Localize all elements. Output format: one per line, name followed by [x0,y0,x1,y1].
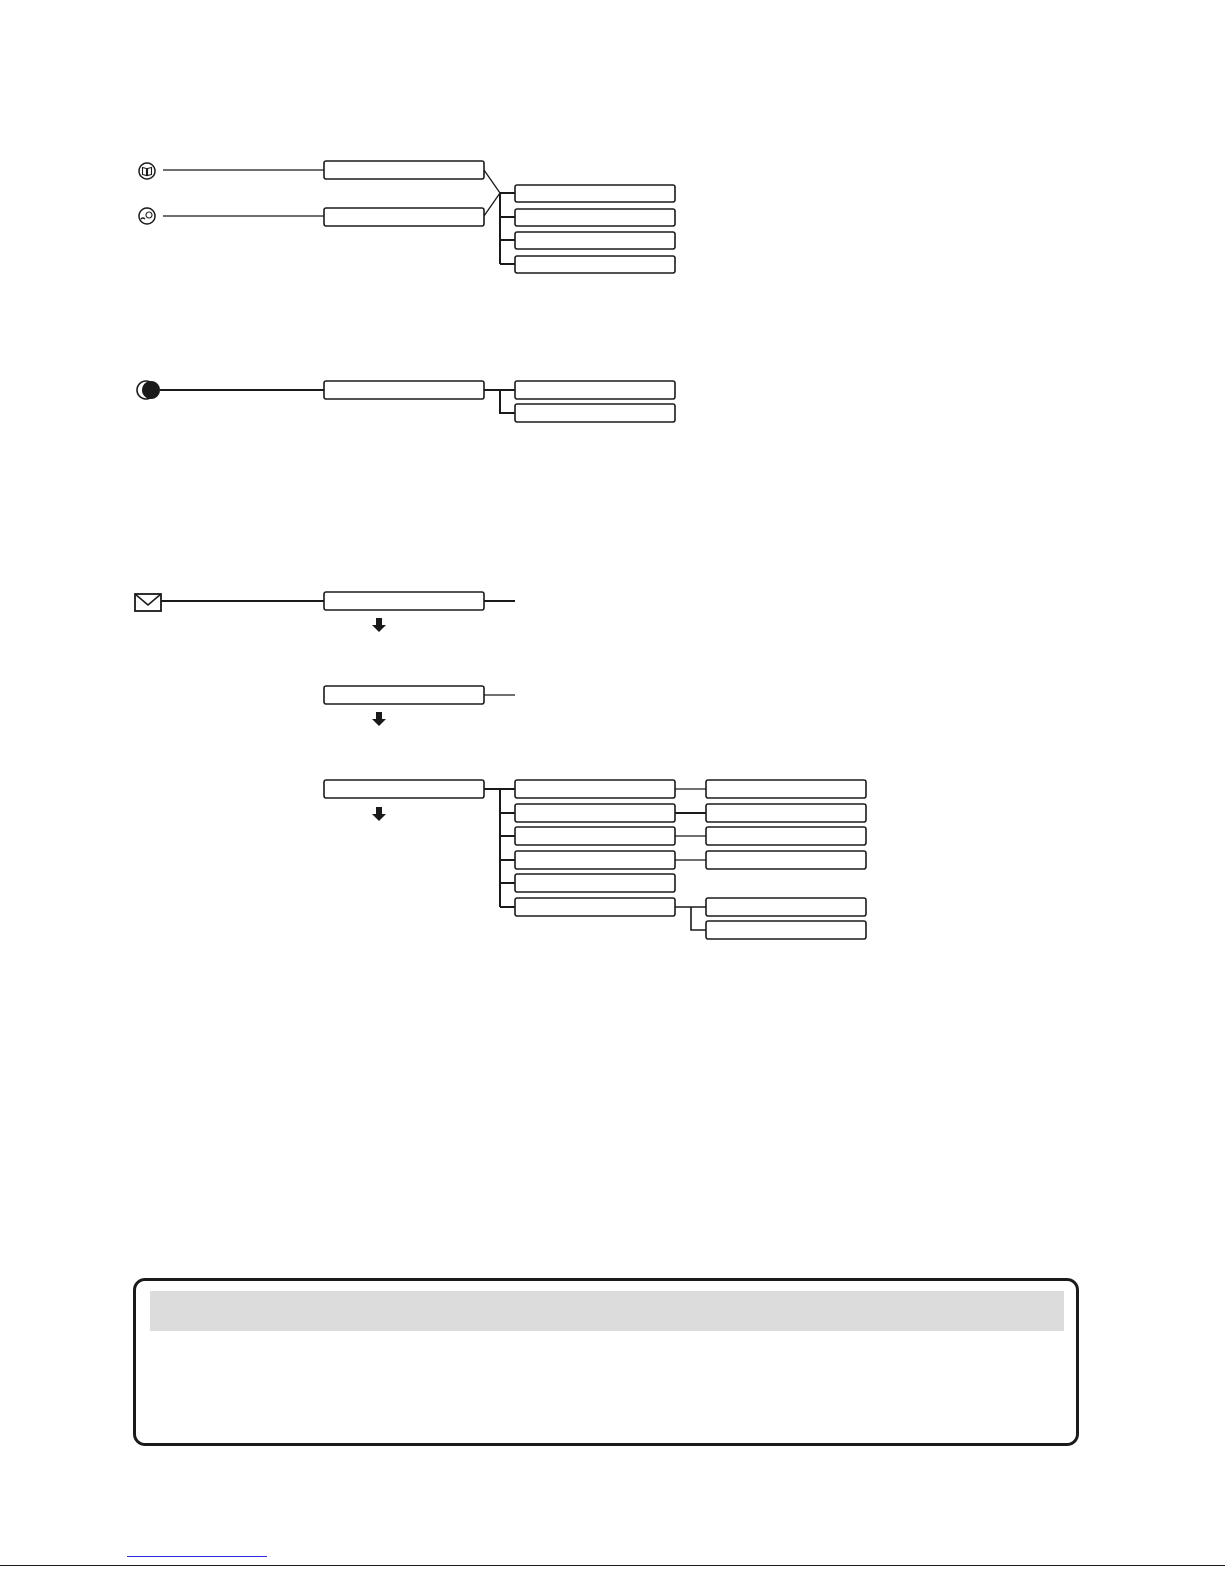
down-arrow-icon [372,618,386,632]
message-sub-option-box[interactable] [706,827,866,845]
note-box [133,1278,1079,1446]
message-option-box[interactable] [515,827,675,845]
message-option-box[interactable] [515,780,675,798]
shared-option-box[interactable] [515,232,675,249]
redial-option-box[interactable] [515,381,675,399]
message-step-box[interactable] [324,780,484,798]
connector [500,193,515,264]
down-arrow-icon [372,807,386,821]
shared-option-box[interactable] [515,209,675,226]
note-body [160,1343,1052,1429]
connector [484,193,500,216]
redial-option-box[interactable] [515,404,675,422]
message-sub-option-box[interactable] [706,851,866,869]
phonebook-menu-box[interactable] [324,161,484,179]
message-option-box[interactable] [515,851,675,869]
shared-option-box[interactable] [515,256,675,273]
down-arrow-icon [372,712,386,726]
message-option-box[interactable] [515,898,675,916]
redial-menu-box[interactable] [324,381,484,399]
phonebook-icon [139,163,155,179]
message-option-box[interactable] [515,804,675,822]
message-sub-option-box[interactable] [706,898,866,916]
connector [675,907,706,930]
message-option-box[interactable] [515,874,675,892]
redial-icon [137,381,160,399]
caller-id-menu-box[interactable] [324,208,484,226]
message-step-box[interactable] [324,686,484,704]
connector [484,390,515,413]
shared-option-box[interactable] [515,185,675,202]
note-header [150,1291,1064,1331]
message-sub-option-box[interactable] [706,804,866,822]
caller-id-icon [139,208,155,224]
message-sub-option-box[interactable] [706,780,866,798]
connector [484,170,500,193]
footer-link-underline[interactable] [127,1556,267,1557]
message-step-box[interactable] [324,592,484,610]
envelope-icon [135,594,161,611]
connector [484,789,515,907]
footer-rule [0,1565,1225,1566]
message-sub-option-box[interactable] [706,921,866,939]
